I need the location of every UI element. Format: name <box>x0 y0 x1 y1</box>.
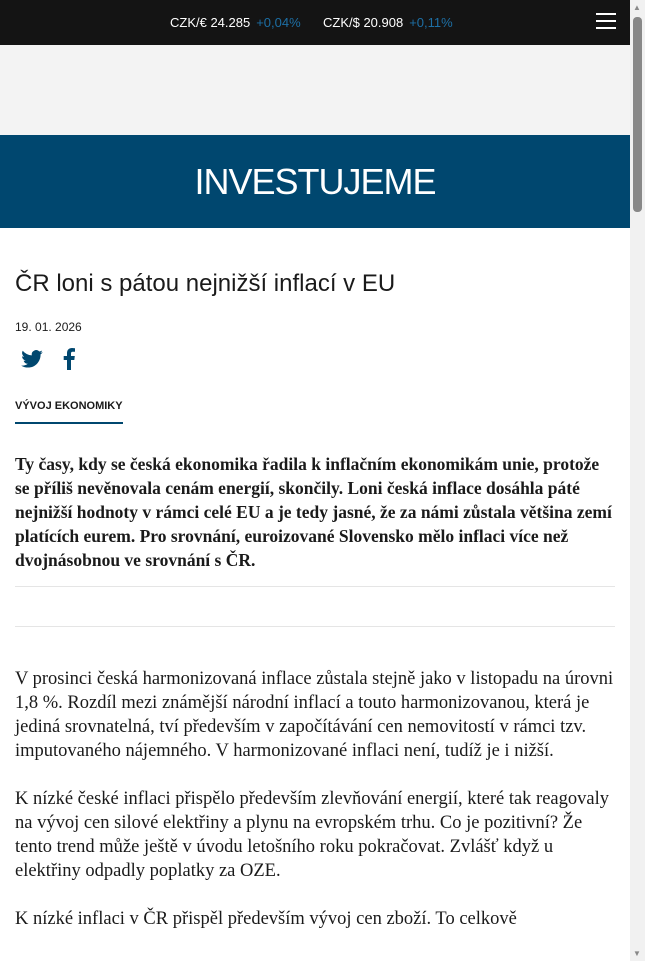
share-buttons <box>15 348 615 370</box>
rate-usd <box>323 15 453 30</box>
article-perex: Ty časy, kdy se česká ekonomika řadila k inflačním ekonomikám unie, protože se příliš nevěnovala cenám energií, skončily. Loni česká inflace dosáhla páté nejnižší hodnoty v rámci celé EU a je tedy jasné, že za námi zůstala většina zemí platících eurem. Pro srovnání, euroizované Slovensko mělo inflaci více než dvojnásobnou ve srovnání s ČR. <box>15 452 615 587</box>
twitter-icon[interactable] <box>21 350 43 368</box>
article <box>15 228 615 931</box>
paragraph: K nízké české inflaci přispělo především zlevňování energií, které tak reagovaly na vývoj cen silové elektřiny a plynu na evropském trhu. Co je pozitivní? Že tento trend může ještě v úvodu letošního roku pokračovat. Zvlášť když u elektřiny odpadly poplatky za OZE. <box>15 789 609 881</box>
article-title: ČR loni s pátou nejnižší inflací v EU <box>15 270 396 297</box>
rate-usd-change: +0,11% <box>409 15 453 30</box>
divider <box>15 587 615 627</box>
rate-usd-value: CZK/$ 20.908 <box>323 15 404 30</box>
article-date: 19. 01. 2026 <box>15 320 82 334</box>
hamburger-menu-icon[interactable] <box>596 13 616 31</box>
brand-logo[interactable]: INVESTUJEME <box>0 135 630 228</box>
top-bar <box>0 0 630 45</box>
ad-space <box>0 45 630 135</box>
facebook-icon[interactable] <box>63 348 75 370</box>
rate-eur <box>170 15 301 30</box>
scrollbar[interactable] <box>630 0 645 961</box>
rate-eur-value: CZK/€ 24.285 <box>170 15 251 30</box>
scroll-down-arrow-icon[interactable]: ▼ <box>633 949 641 958</box>
category-link[interactable]: VÝVOJ EKONOMIKY <box>15 400 123 424</box>
paragraph: V prosinci česká harmonizovaná inflace zůstala stejně jako v listopadu na úrovni 1,8 %. Rozdíl mezi známější národní inflací a touto harmonizovanou, která je jediná srovnatelná, tví především v započítávání cen nemovitostí v rámci tzv. imputovaného nájemného. V harmonizované inflaci není, tudíž je i nižší. <box>15 669 614 761</box>
article-body <box>15 667 615 931</box>
scrollbar-thumb[interactable] <box>633 17 642 212</box>
rate-eur-change: +0,04% <box>256 15 301 30</box>
paragraph: K nízké inflaci v ČR přispěl především vývoj cen zboží. To celkově <box>15 909 517 929</box>
scroll-up-arrow-icon[interactable]: ▲ <box>633 3 641 12</box>
